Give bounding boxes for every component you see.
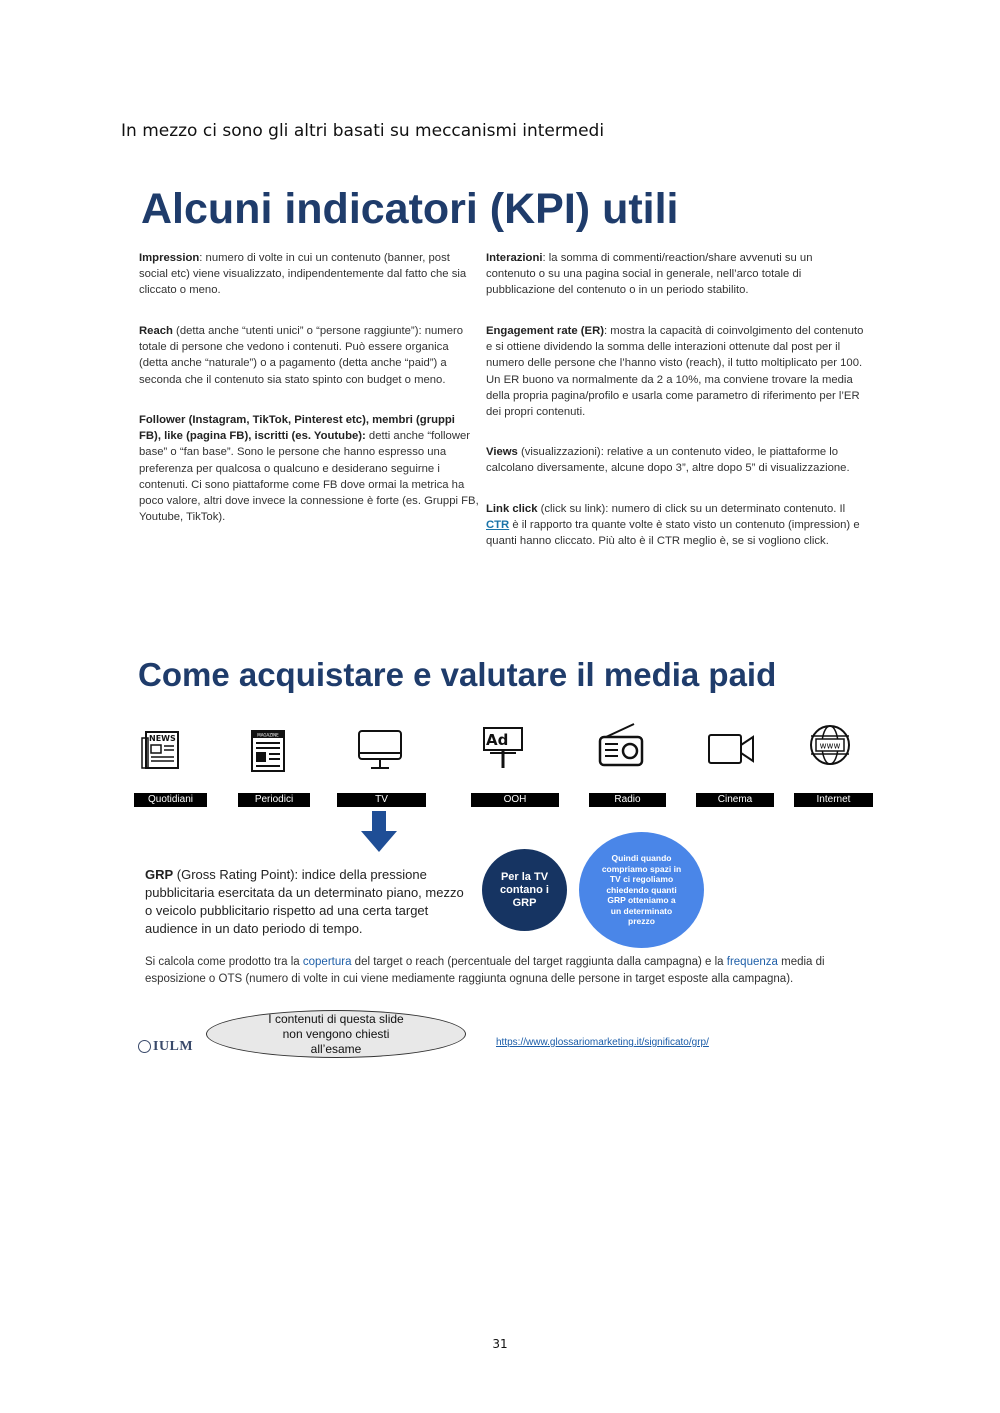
kpi-reach: Reach (detta anche “utenti unici” o “persone raggiunte”): numero totale di persone che vedono i contenuti. Può essere organica (detta anche “naturale”) o a pagamento (detta anche “paid”) a seconda che il contenuto sia stato spinto con budget o meno. [139,325,464,386]
channel-label-ooh: OOH [471,793,559,807]
channel-label-periodici: Periodici [238,793,310,807]
grp-calculation: Si calcola come prodotto tra la copertura del target o reach (percentuale del target raggiunta dalla campagna) e la frequenza media di esposizione o OTS (numero di volte in cui viene mediamente raggiunta ognuna delle persone in target esposte alla campagna). [145,956,825,985]
radio-icon [598,722,644,768]
billboard-icon [482,726,526,770]
channel-label-radio: Radio [589,793,666,807]
kpi-link-click: Link click (click su link): numero di click su un determinato contenuto. Il CTR è il rapporto tra quante volte è stato visto un contenuto (impression) e quanti hanno cliccato. Più alto è il CTR meglio è, se si vogliono click. [486,503,860,548]
kpi-engagement-rate: Engagement rate (ER): mostra la capacità di coinvolgimento del contenuto e si ottiene dividendo la somma delle interazioni ottenute dal post per il numero delle persone che l’hanno visto (reach), il tutto moltiplicato per 100. Un ER buono va normalmente da 2 a 10%, ma conviene trovare la media della propria pagina/profilo e usarla come parametro di riferimento per l’ER dei propri contenuti. [486,325,864,419]
billboard-icon-text: Ad [486,731,509,749]
newspaper-icon-text: NEWS [149,734,176,743]
glossario-link[interactable]: https://www.glossariomarketing.it/significato/grp/ [496,1037,709,1048]
page-number: 31 [492,1337,508,1351]
circle-tv-grp: Per la TV contano i GRP [482,849,567,931]
media-slide-title: Come acquistare e valutare il media paid [138,656,777,693]
newspaper-icon [141,730,181,770]
globe-icon-text: www [819,741,841,752]
channel-label-internet: Internet [794,793,873,807]
arrow-down-icon [361,811,397,853]
exam-note-ellipse: I contenuti di questa slide non vengono chiesti all’esame [206,1010,466,1058]
channel-label-cinema: Cinema [696,793,774,807]
kpi-slide-title: Alcuni indicatori (KPI) utili [141,185,679,233]
channel-label-tv: TV [337,793,426,807]
kpi-impression: Impression: numero di volte in cui un contenuto (banner, post social etc) viene visualizzato, indipendentemente dal fatto che sia cliccato o meno. [139,252,467,297]
iulm-seal-icon [138,1040,151,1053]
magazine-icon-text: MAGAZINE [257,732,279,738]
kpi-follower: Follower (Instagram, TikTok, Pinterest etc), membri (gruppi FB), like (pagina FB), iscritti (es. Youtube): detti anche “follower base” o “fan base”. Sono le persone che hanno espresso una preferenza per qualcosa o qualcuno e desiderano seguirne i contenuti. Ci sono piattaforme come FB dove ormai la metrica ha poco valore, altri dove invece la connessione è forte (es. Gruppi FB, Youtube, TikTok). [139,414,479,524]
kpi-views: Views (visualizzazioni): relative a un contenuto video, le piattaforme lo calcolano diversamente, alcune dopo 3”, altre dopo 5” di visualizzazione. [486,446,850,475]
ctr-link[interactable]: CTR [486,519,510,532]
channel-label-quotidiani: Quotidiani [134,793,207,807]
monitor-icon [357,729,403,771]
circle-grp-explanation: Quindi quando compriamo spazi in TV ci regoliamo chiedendo quanti GRP otteniamo a un determinato prezzo [579,832,704,948]
kpi-interazioni: Interazioni: la somma di commenti/reaction/share avvenuti su un contenuto o su una pagina social in generale, nell’arco totale di pubblicazione del contenuto o in un periodo stabilito. [486,252,813,297]
intro-text: In mezzo ci sono gli altri basati su meccanismi intermedi [121,121,605,141]
iulm-logo: IULM [138,1039,193,1055]
globe-icon [809,724,851,766]
video-camera-icon [707,732,755,766]
grp-definition: GRP (Gross Rating Point): indice della pressione pubblicitaria esercitata da un determinato piano, mezzo o veicolo pubblicitario rispetto ad una certa target audience in un dato periodo di tempo. [145,867,464,936]
magazine-icon [250,730,286,772]
